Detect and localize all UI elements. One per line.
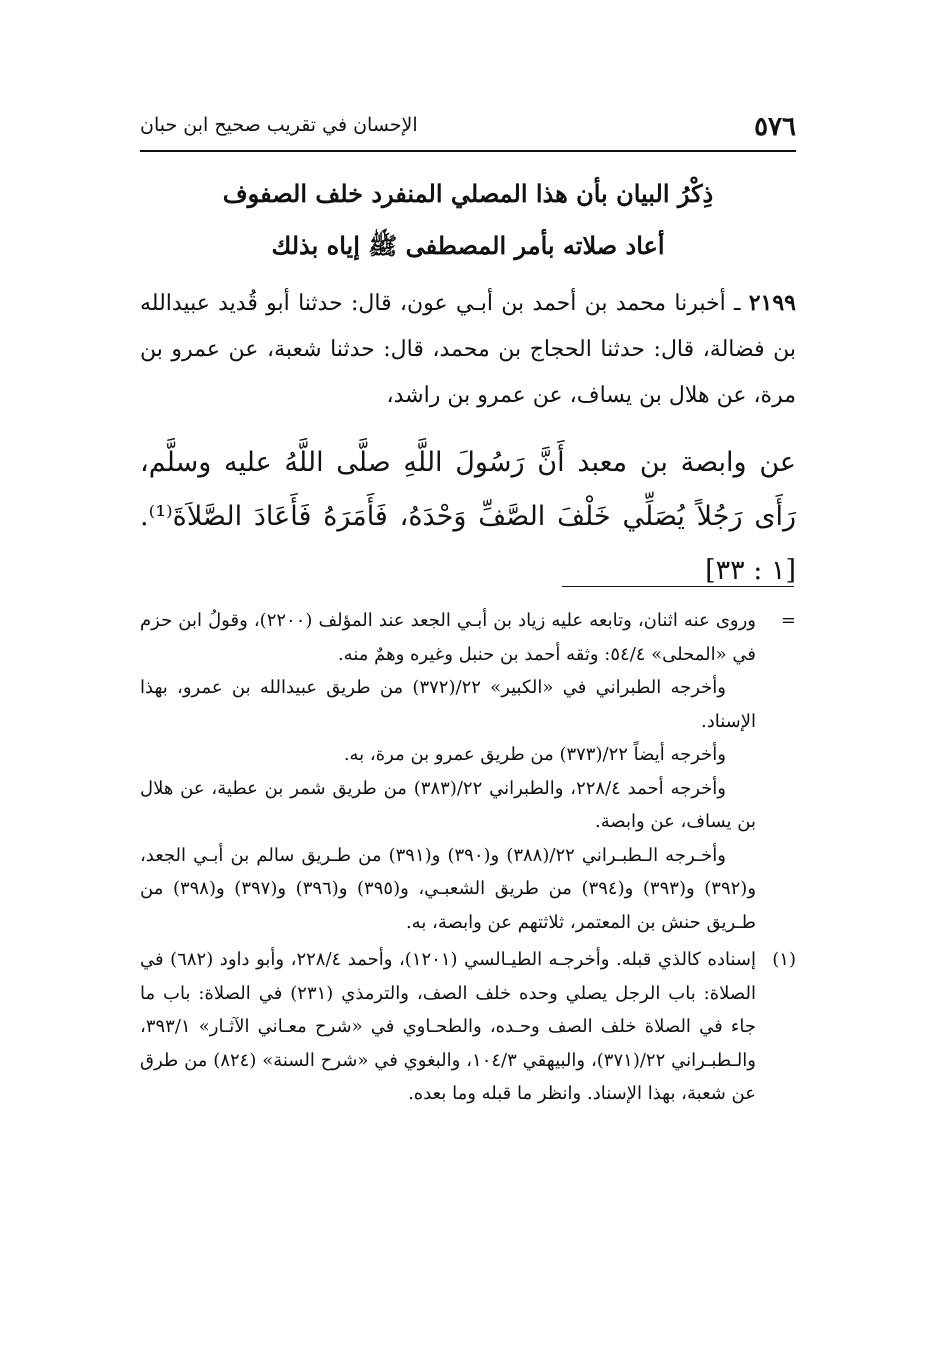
chapter-heading [140,168,796,272]
hadith-matn: عن وابصة بن معبد أَنَّ رَسُولَ اللَّهِ صلَّى اللَّهُ عليه وسلَّم، رَأَى رَجُلاً يُصَلِّي خَلْفَ الصَّفِّ وَحْدَهُ، فَأَمَرَهُ فَأَعَادَ الصَّلاَةَ⁽¹⁾. [١ : ٣٣] [140,447,796,586]
header-divider [140,150,796,152]
footnote-continuation [140,604,796,939]
footnote-paragraph: وأخرجه أيضاً ٢٢/(٣٧٣) من طريق عمرو بن مرة، به. [343,744,726,765]
footnotes [140,604,796,1111]
book-title: الإحسان في تقريب صحيح ابن حبان [140,114,418,136]
hadith-number: ٢١٩٩ [748,290,796,316]
page-number: ٥٧٦ [754,112,796,142]
continuation-marker: = [780,610,796,631]
footnote-paragraph: وأخرجه أحمد ٢٢٨/٤، والطبراني ٢٢/(٣٨٣) من طريق شمر بن عطية، عن هلال بن يساف، عن وابصة. [140,777,756,832]
footnote-divider [562,586,794,587]
footnote-paragraph: وأخرجه الطبراني في «الكبير» ٢٢/(٣٧٢) من طريق عبيدالله بن عمرو، بهذا الإسناد. [140,677,756,732]
hadith-isnad [140,280,796,419]
isnad-text: ـ أخبرنا محمد بن أحمد بن أبـي عون، قال: حدثنا أبو قُديد عبيدالله بن فضالة، قال: حدثنا الحجاج بن محمد، قال: حدثنا شعبة، عن عمرو بن مرة، عن هلال بن يساف، عن عمرو بن راشد، [140,291,796,408]
footnote-1-text: إسناده كالذي قبله. وأخرجـه الطيـالسي (١٢٠١)، وأحمد ٢٢٨/٤، وأبو داود (٦٨٢) في الصلاة: باب الرجل يصلي وحده خلف الصف، والترمذي (٢٣١) في الصلاة: باب ما جاء في الصلاة خلف الصف وحـده، والطحـاوي في «شرح معـاني الآثـار» ٣٩٣/١، والـطبـراني ٢٢/(٣٧١)، والبيهقي ١٠٤/٣، والبغوي في «شرح السنة» (٨٢٤) من طرق عن شعبة، بهذا الإسناد. وانظر ما قبله وما بعده. [140,949,757,1104]
running-header [140,108,796,148]
footnote-paragraph: وأخـرجه الـطبـراني ٢٢/(٣٨٨) و(٣٩٠) و(٣٩١) من طـريق سالم بن أبـي الجعد، و(٣٩٢) و(٣٩٣) و(٣٩٤) من طريق الشعبـي، و(٣٩٥) و(٣٩٦) و(٣٩٧) و(٣٩٨) من طـريق حنش بن المعتمر، ثلاثتهم عن وابصة، به. [140,844,757,933]
chapter-heading-line-2: أعاد صلاته بأمر المصطفى ﷺ إياه بذلك [271,231,665,260]
chapter-heading-line-1: ذِكْرُ البيان بأن هذا المصلي المنفرد خلف الصفوف [222,179,714,208]
footnote-1-marker: (١) [772,949,796,970]
footnote-1 [140,943,796,1111]
footnote-paragraph: وروى عنه اثنان، وتابعه عليه زياد بن أبـي الجعد عند المؤلف (٢٢٠٠)، وقولُ ابن حزم في «المحلى» ٥٤/٤: وثقه أحمد بن حنبل وغيره وهمٌ منه. [140,610,756,665]
